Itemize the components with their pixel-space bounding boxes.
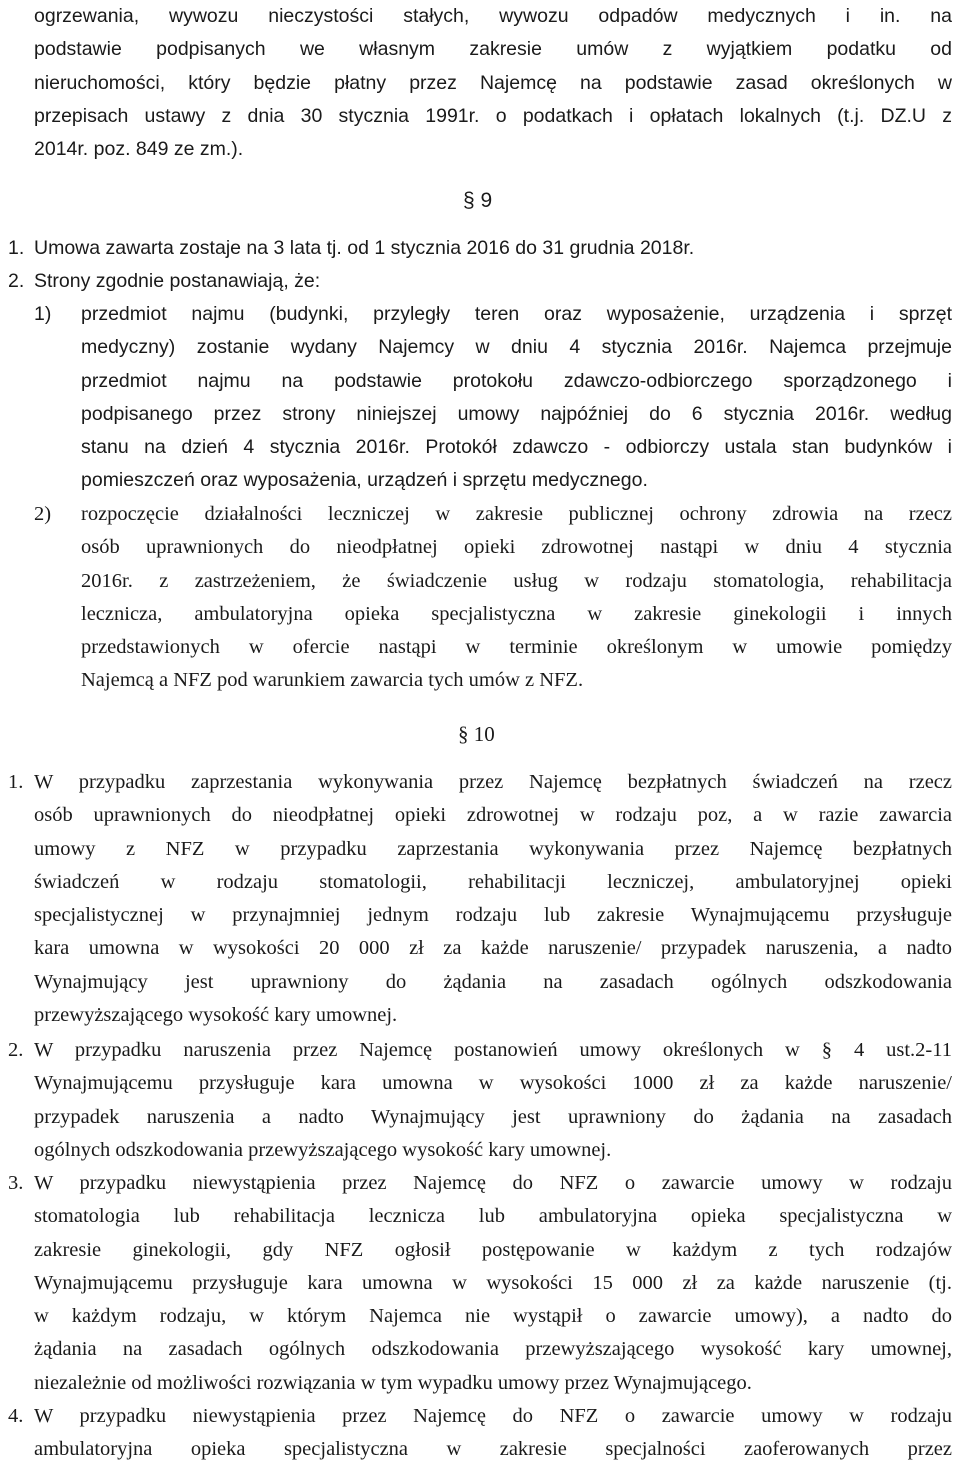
text-line: przewyższającego wysokość kary umownej. [34,1004,398,1027]
text-line: W przypadku niewystąpienia przez Najemcę do NFZ o zawarcie umowy w rodzaju [34,1172,952,1194]
text-line: podstawie podpisanych we własnym zakresie umów z wyjątkiem podatku od [34,38,952,61]
sublist-number: 1) [34,303,52,325]
text-line: przedmiot najmu (budynki, przyległy teren oraz wyposażenie, urządzenia i sprzęt [81,303,952,325]
list-item-text: Umowa zawarta zostaje na 3 lata tj. od 1 stycznia 2016 do 31 grudnia 2018r. [34,237,695,259]
list-number: 4. [8,1405,24,1427]
list-item-2 [34,1034,952,1167]
text-line: przedmiot najmu na podstawie protokołu zdawczo-odbiorczego sporządzonego i [81,369,952,392]
text-line: nieruchomości, który będzie płatny przez Najemcę na podstawie zasad określonych w [34,71,952,94]
list-item-1 [34,766,952,1032]
text-line: W przypadku niewystąpienia przez Najemcę do NFZ o zawarcie umowy w rodzaju [34,1405,952,1427]
list-item-text: Strony zgodnie postanawiają, że: [34,270,321,292]
text-line: stanu na dzień 4 stycznia 2016r. Protokół zdawczo - odbiorczy ustala stan budynków i [81,436,952,459]
text-line: osób uprawnionych do nieodpłatnej opieki zdrowotnej nastąpi w dniu 4 stycznia [81,536,952,559]
list-number: 1. [8,771,24,793]
text-line: żądania na zasadach ogólnych odszkodowania przewyższającego wysokość kary umownej, [34,1338,952,1361]
intro-paragraph [34,0,952,166]
list-number: 2. [8,1039,24,1061]
text-line: w każdym rodzaju, w którym Najemca nie wystąpił o zawarcie umowy), a nadto do [34,1305,952,1328]
list-number: 1. [8,237,25,259]
list-item-4 [34,1400,952,1467]
text-line: pomieszczeń oraz wyposażenia, urządzeń i sprzętu medycznego. [81,469,648,492]
text-line: osób uprawnionych do nieodpłatnej opieki zdrowotnej w rodzaju poz, a w razie zawarcia [34,804,952,827]
text-line: zakresie ginekologii, gdy NFZ ogłosił postępowanie w każdym z tych rodzajów [34,1238,952,1261]
sublist-number: 2) [34,503,52,525]
text-line: niezależnie od możliwości rozwiązania w tym wypadku umowy przez Wynajmującego. [34,1371,752,1394]
text-line: przypadek naruszenia a nadto Wynajmujący jest uprawniony do żądania na zasadach [34,1105,952,1128]
text-line: W przypadku naruszenia przez Najemcę postanowień umowy określonych w § 4 ust.2-11 [34,1039,952,1061]
text-line: medyczny) zostanie wydany Najemcy w dniu 4 stycznia 2016r. Najemca przejmuje [81,336,952,359]
text-line: 2014r. poz. 849 ze zm.). [34,138,244,161]
list-item-3 [34,1167,952,1400]
text-line: Wynajmującemu przysługuje kara umowna w wysokości 1000 zł za każde naruszenie/ [34,1072,952,1095]
text-line: stomatologia lub rehabilitacja lecznicza lub ambulatoryjna opieka specjalistyczna w [34,1205,952,1228]
sublist-item-2 [81,498,952,698]
text-line: przedstawionych w ofercie nastąpi w terminie określonym w umowie pomiędzy [81,636,952,659]
text-line: Wynajmujący jest uprawniony do żądania na zasadach ogólnych odszkodowania [34,970,952,993]
text-line: Wynajmującemu przysługuje kara umowna w wysokości 15 000 zł za każde naruszenie (tj. [34,1271,952,1294]
text-line: ambulatoryjna opieka specjalistyczna w zakresie specjalności zaoferowanych przez [34,1438,952,1461]
list-number: 3. [8,1172,24,1194]
text-line: rozpoczęcie działalności leczniczej w zakresie publicznej ochrony zdrowia na rzecz [81,503,952,525]
text-line: umowy z NFZ w przypadku zaprzestania wykonywania przez Najemcę bezpłatnych [34,837,952,860]
section-heading-9: § 9 [463,189,493,212]
text-line: Najemcą a NFZ pod warunkiem zawarcia tych umów z NFZ. [81,669,584,692]
text-line: W przypadku zaprzestania wykonywania przez Najemcę bezpłatnych świadczeń na rzecz [34,771,952,793]
text-line: przepisach ustawy z dnia 30 stycznia 1991r. o podatkach i opłatach lokalnych (t.j. DZ.U z [34,104,952,127]
text-line: kara umowna w wysokości 20 000 zł za każde naruszenie/ przypadek naruszenia, a nadto [34,937,952,960]
text-line: ogólnych odszkodowania przewyższającego wysokość kary umownej. [34,1138,612,1161]
list-number: 2. [8,270,25,292]
text-line: ogrzewania, wywozu nieczystości stałych, wywozu odpadów medycznych i in. na [34,5,952,27]
section-heading-10: § 10 [458,722,495,746]
text-line: lecznicza, ambulatoryjna opieka specjalistyczna w zakresie ginekologii i innych [81,602,952,625]
text-line: 2016r. z zastrzeżeniem, że świadczenie usług w rodzaju stomatologia, rehabilitacja [81,569,952,592]
sublist-item-1 [81,298,952,498]
text-line: podpisanego przez strony niniejszej umowy najpóźniej do 6 stycznia 2016r. według [81,402,952,425]
text-line: specjalistycznej w przynajmniej jednym rodzaju lub zakresie Wynajmującemu przysługuje [34,904,952,927]
text-line: świadczeń w rodzaju stomatologii, rehabilitacji leczniczej, ambulatoryjnej opieki [34,870,952,893]
